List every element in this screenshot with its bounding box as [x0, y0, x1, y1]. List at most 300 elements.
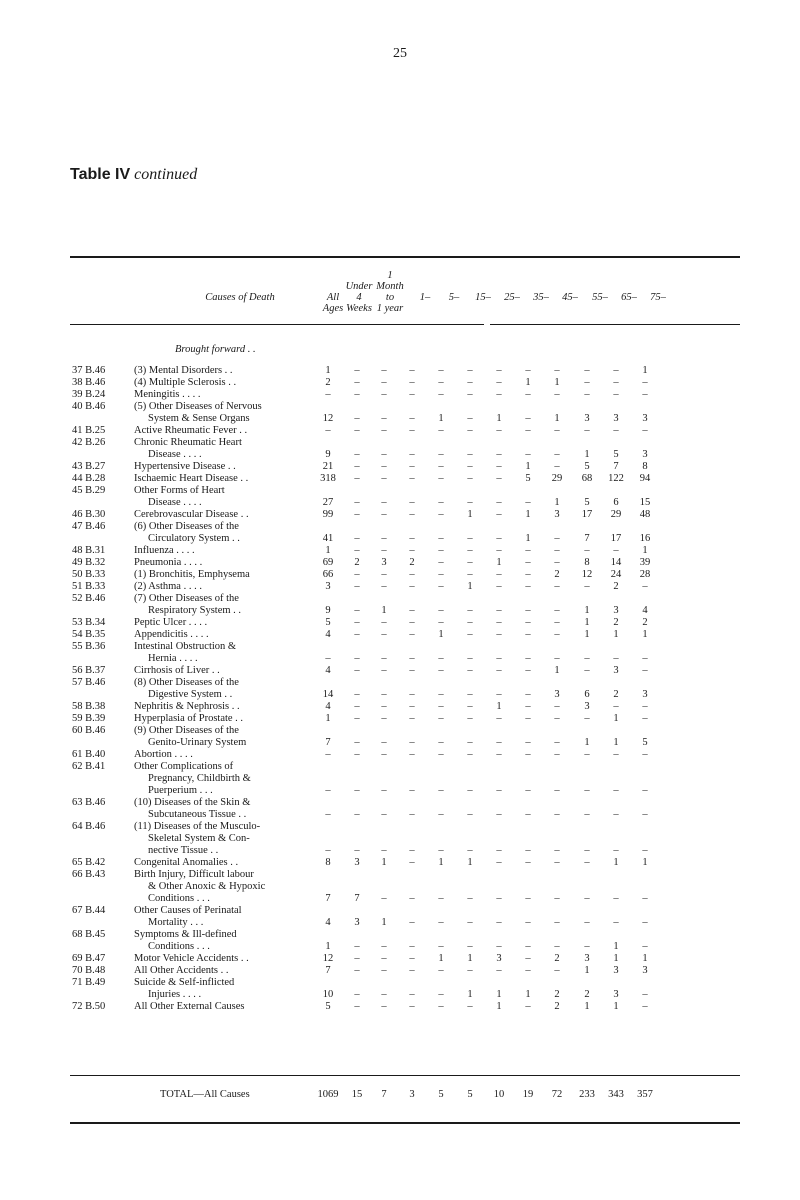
- row-value: 27: [322, 497, 334, 508]
- row-value: –: [354, 497, 360, 508]
- row-value: –: [496, 473, 502, 484]
- row-code: 55 B.36: [72, 641, 106, 652]
- row-cause: Ischaemic Heart Disease . .: [134, 473, 249, 484]
- row-value: 1: [584, 605, 590, 616]
- row-value: 1: [496, 1001, 502, 1012]
- row-value: –: [354, 461, 360, 472]
- row-cause: (10) Diseases of the Skin &: [134, 797, 251, 808]
- row-code: 66 B.43: [72, 869, 106, 880]
- row-cause: Puerperium . . .: [148, 785, 213, 796]
- row-value: 3: [642, 413, 648, 424]
- row-value: 1: [467, 857, 473, 868]
- row-value: 1: [554, 377, 560, 388]
- row-code: 68 B.45: [72, 929, 106, 940]
- row-value: –: [409, 533, 415, 544]
- row-value: –: [325, 653, 331, 664]
- row-code: 40 B.46: [72, 401, 106, 412]
- total-value: 10: [493, 1089, 505, 1100]
- row-code: 44 B.28: [72, 473, 106, 484]
- row-value: 1: [554, 497, 560, 508]
- row-value: 1: [325, 545, 331, 556]
- row-value: –: [438, 605, 444, 616]
- row-value: –: [496, 653, 502, 664]
- row-code: 61 B.40: [72, 749, 106, 760]
- row-value: –: [409, 893, 415, 904]
- row-value: –: [409, 917, 415, 928]
- row-value: 8: [584, 557, 590, 568]
- row-value: –: [642, 701, 648, 712]
- row-value: 1: [496, 413, 502, 424]
- row-value: –: [381, 581, 387, 592]
- row-cause: (2) Asthma . . . .: [134, 581, 202, 592]
- row-value: –: [496, 941, 502, 952]
- row-cause: (4) Multiple Sclerosis . .: [134, 377, 237, 388]
- row-value: –: [409, 809, 415, 820]
- total-value: 15: [351, 1089, 363, 1100]
- total-value: 7: [381, 1089, 387, 1100]
- row-cause: Meningitis . . . .: [134, 389, 201, 400]
- row-value: –: [496, 713, 502, 724]
- row-code: 53 B.34: [72, 617, 106, 628]
- row-value: –: [438, 617, 444, 628]
- row-value: 3: [613, 413, 619, 424]
- row-value: –: [467, 545, 473, 556]
- row-value: 2: [584, 989, 590, 1000]
- row-value: –: [584, 425, 590, 436]
- row-value: –: [554, 845, 560, 856]
- row-code: 37 B.46: [72, 365, 106, 376]
- row-cause: Skeletal System & Con-: [148, 833, 250, 844]
- row-code: 64 B.46: [72, 821, 106, 832]
- row-value: –: [496, 749, 502, 760]
- row-value: –: [354, 569, 360, 580]
- row-value: –: [613, 389, 619, 400]
- row-value: 41: [322, 533, 334, 544]
- total-value: 233: [579, 1089, 595, 1100]
- row-value: –: [438, 749, 444, 760]
- row-value: –: [584, 749, 590, 760]
- row-value: –: [496, 581, 502, 592]
- row-value: 2: [613, 689, 619, 700]
- row-value: 14: [322, 689, 334, 700]
- row-value: –: [467, 665, 473, 676]
- row-value: –: [584, 785, 590, 796]
- row-value: 1: [525, 989, 531, 1000]
- row-cause: Nephritis & Nephrosis . .: [134, 701, 240, 712]
- header-month-to-year: 1 Month to 1 year: [376, 270, 404, 314]
- total-top-rule: [70, 1075, 740, 1076]
- row-value: 6: [613, 497, 619, 508]
- row-value: –: [409, 617, 415, 628]
- row-value: –: [354, 653, 360, 664]
- row-value: 4: [325, 665, 331, 676]
- row-value: 1: [525, 509, 531, 520]
- row-value: 1: [642, 545, 648, 556]
- row-value: –: [381, 413, 387, 424]
- row-value: 68: [581, 473, 593, 484]
- row-cause: Conditions . . .: [148, 941, 210, 952]
- row-value: –: [381, 389, 387, 400]
- row-value: –: [467, 701, 473, 712]
- row-code: 57 B.46: [72, 677, 106, 688]
- row-value: 4: [325, 629, 331, 640]
- row-code: 46 B.30: [72, 509, 106, 520]
- row-value: –: [554, 749, 560, 760]
- row-value: –: [613, 809, 619, 820]
- row-value: –: [525, 701, 531, 712]
- row-value: 3: [354, 917, 360, 928]
- row-value: –: [438, 845, 444, 856]
- row-value: –: [554, 785, 560, 796]
- total-label: TOTAL—All Causes: [160, 1089, 250, 1100]
- row-value: –: [438, 989, 444, 1000]
- row-value: –: [381, 617, 387, 628]
- row-code: 54 B.35: [72, 629, 106, 640]
- header-all-ages: All Ages: [322, 292, 344, 314]
- row-value: –: [467, 617, 473, 628]
- row-value: –: [554, 581, 560, 592]
- row-value: 39: [639, 557, 651, 568]
- row-cause: (5) Other Diseases of Nervous: [134, 401, 262, 412]
- row-value: –: [467, 377, 473, 388]
- row-value: –: [525, 689, 531, 700]
- row-cause: Symptoms & Ill-defined: [134, 929, 237, 940]
- row-value: –: [354, 1001, 360, 1012]
- row-value: –: [467, 461, 473, 472]
- row-value: –: [554, 857, 560, 868]
- row-cause: Peptic Ulcer . . . .: [134, 617, 208, 628]
- row-value: –: [354, 425, 360, 436]
- row-value: –: [496, 497, 502, 508]
- row-value: –: [409, 965, 415, 976]
- row-value: 4: [325, 701, 331, 712]
- row-value: 5: [325, 1001, 331, 1012]
- row-cause: Disease . . . .: [148, 497, 202, 508]
- row-value: –: [525, 425, 531, 436]
- row-value: –: [409, 941, 415, 952]
- row-value: –: [354, 473, 360, 484]
- row-value: –: [525, 713, 531, 724]
- row-value: –: [642, 713, 648, 724]
- row-value: –: [554, 809, 560, 820]
- row-value: –: [467, 389, 473, 400]
- row-value: –: [409, 473, 415, 484]
- row-value: –: [438, 653, 444, 664]
- row-value: –: [525, 617, 531, 628]
- row-cause: Disease . . . .: [148, 449, 202, 460]
- row-value: –: [467, 1001, 473, 1012]
- row-code: 63 B.46: [72, 797, 106, 808]
- row-code: 52 B.46: [72, 593, 106, 604]
- row-value: –: [409, 605, 415, 616]
- row-value: –: [496, 377, 502, 388]
- row-value: 14: [610, 557, 622, 568]
- row-value: –: [381, 713, 387, 724]
- row-value: 1: [584, 737, 590, 748]
- row-value: 28: [639, 569, 651, 580]
- row-value: –: [354, 689, 360, 700]
- row-value: 2: [613, 617, 619, 628]
- row-code: 60 B.46: [72, 725, 106, 736]
- bottom-rule: [70, 1122, 740, 1124]
- row-value: –: [381, 473, 387, 484]
- row-code: 39 B.24: [72, 389, 106, 400]
- row-code: 58 B.38: [72, 701, 106, 712]
- row-value: –: [381, 545, 387, 556]
- row-cause: All Other Accidents . .: [134, 965, 229, 976]
- row-value: –: [381, 809, 387, 820]
- row-value: –: [381, 533, 387, 544]
- row-value: –: [554, 533, 560, 544]
- row-value: 3: [381, 557, 387, 568]
- row-value: –: [584, 917, 590, 928]
- row-value: 2: [554, 953, 560, 964]
- row-value: –: [409, 377, 415, 388]
- row-value: 3: [613, 605, 619, 616]
- row-value: –: [438, 509, 444, 520]
- row-value: –: [613, 425, 619, 436]
- row-value: –: [584, 581, 590, 592]
- header-under-4-weeks: Under 4 Weeks: [345, 281, 373, 314]
- row-cause: Abortion . . . .: [134, 749, 193, 760]
- total-value: 19: [522, 1089, 534, 1100]
- row-value: –: [325, 809, 331, 820]
- row-value: –: [438, 737, 444, 748]
- row-value: –: [554, 617, 560, 628]
- row-value: 1: [467, 509, 473, 520]
- row-value: –: [409, 737, 415, 748]
- row-value: –: [467, 941, 473, 952]
- row-value: 2: [354, 557, 360, 568]
- row-value: –: [409, 701, 415, 712]
- row-value: –: [467, 845, 473, 856]
- row-value: 1: [496, 989, 502, 1000]
- row-value: –: [496, 845, 502, 856]
- row-code: 65 B.42: [72, 857, 106, 868]
- row-value: –: [354, 545, 360, 556]
- row-value: –: [613, 785, 619, 796]
- row-value: –: [584, 653, 590, 664]
- row-value: –: [354, 365, 360, 376]
- row-value: –: [467, 569, 473, 580]
- row-value: 10: [322, 989, 334, 1000]
- row-value: –: [613, 917, 619, 928]
- row-cause: Respiratory System . .: [148, 605, 242, 616]
- row-value: –: [467, 413, 473, 424]
- row-value: –: [525, 737, 531, 748]
- row-code: 67 B.44: [72, 905, 106, 916]
- row-cause: Conditions . . .: [148, 893, 210, 904]
- row-value: 21: [322, 461, 334, 472]
- row-value: –: [381, 689, 387, 700]
- total-value: 357: [637, 1089, 653, 1100]
- row-cause: nective Tissue . .: [148, 845, 219, 856]
- row-value: 8: [325, 857, 331, 868]
- row-cause: Intestinal Obstruction &: [134, 641, 237, 652]
- row-value: –: [438, 965, 444, 976]
- row-value: 1: [642, 953, 648, 964]
- row-value: –: [438, 545, 444, 556]
- row-value: –: [438, 893, 444, 904]
- row-value: –: [381, 629, 387, 640]
- row-value: 1: [584, 629, 590, 640]
- row-value: –: [409, 1001, 415, 1012]
- total-value: 5: [438, 1089, 444, 1100]
- row-value: 1: [325, 941, 331, 952]
- total-value: 72: [551, 1089, 563, 1100]
- row-cause: Circulatory System . .: [148, 533, 240, 544]
- row-value: –: [325, 389, 331, 400]
- row-value: –: [467, 713, 473, 724]
- row-value: –: [584, 713, 590, 724]
- row-value: –: [496, 617, 502, 628]
- row-value: 3: [584, 701, 590, 712]
- row-value: –: [613, 365, 619, 376]
- row-value: –: [354, 701, 360, 712]
- row-value: –: [525, 557, 531, 568]
- row-value: –: [381, 461, 387, 472]
- row-value: –: [381, 941, 387, 952]
- row-value: 3: [613, 989, 619, 1000]
- row-value: –: [467, 737, 473, 748]
- row-cause: Hypertensive Disease . .: [134, 461, 236, 472]
- row-value: –: [467, 533, 473, 544]
- row-cause: Genito-Urinary System: [148, 737, 247, 748]
- row-value: –: [354, 785, 360, 796]
- row-value: –: [438, 689, 444, 700]
- row-value: 1: [525, 533, 531, 544]
- row-cause: System & Sense Organs: [148, 413, 250, 424]
- row-value: –: [409, 857, 415, 868]
- row-value: –: [554, 713, 560, 724]
- row-value: –: [438, 665, 444, 676]
- row-value: –: [554, 449, 560, 460]
- row-value: 2: [642, 617, 648, 628]
- row-value: –: [642, 581, 648, 592]
- row-value: –: [467, 689, 473, 700]
- row-value: –: [354, 953, 360, 964]
- header-causes: Causes of Death: [205, 292, 275, 303]
- row-value: –: [354, 389, 360, 400]
- row-value: 1: [381, 857, 387, 868]
- row-cause: Motor Vehicle Accidents . .: [134, 953, 249, 964]
- row-value: –: [467, 473, 473, 484]
- row-value: –: [381, 701, 387, 712]
- header-age-col: 35–: [533, 292, 549, 303]
- row-value: –: [467, 365, 473, 376]
- row-value: –: [613, 845, 619, 856]
- row-cause: Other Forms of Heart: [134, 485, 225, 496]
- row-value: –: [325, 425, 331, 436]
- row-value: –: [554, 737, 560, 748]
- row-cause: Pregnancy, Childbirth &: [148, 773, 251, 784]
- row-value: –: [438, 713, 444, 724]
- row-value: –: [525, 389, 531, 400]
- row-value: –: [467, 785, 473, 796]
- row-value: –: [409, 389, 415, 400]
- row-value: 4: [325, 917, 331, 928]
- row-code: 38 B.46: [72, 377, 106, 388]
- row-value: –: [354, 989, 360, 1000]
- row-value: –: [584, 365, 590, 376]
- row-value: –: [496, 917, 502, 928]
- row-value: –: [525, 857, 531, 868]
- table-title-italic: continued: [134, 166, 198, 183]
- header-age-col: 25–: [504, 292, 520, 303]
- row-value: –: [642, 917, 648, 928]
- row-value: 3: [584, 953, 590, 964]
- row-value: –: [438, 1001, 444, 1012]
- row-value: 12: [581, 569, 593, 580]
- row-value: –: [409, 665, 415, 676]
- row-code: 62 B.41: [72, 761, 106, 772]
- row-value: 29: [610, 509, 622, 520]
- row-cause: & Other Anoxic & Hypoxic: [148, 881, 266, 892]
- row-cause: All Other External Causes: [134, 1001, 245, 1012]
- row-value: 9: [325, 449, 331, 460]
- row-cause: (6) Other Diseases of the: [134, 521, 239, 532]
- row-value: –: [354, 377, 360, 388]
- row-value: –: [381, 1001, 387, 1012]
- row-value: 99: [322, 509, 334, 520]
- row-value: –: [496, 569, 502, 580]
- row-value: –: [554, 629, 560, 640]
- row-value: 1: [554, 413, 560, 424]
- row-value: –: [354, 413, 360, 424]
- row-code: 45 B.29: [72, 485, 106, 496]
- row-value: –: [554, 365, 560, 376]
- row-value: –: [409, 785, 415, 796]
- row-cause: Appendicitis . . . .: [134, 629, 209, 640]
- row-value: –: [438, 365, 444, 376]
- row-value: –: [496, 365, 502, 376]
- row-value: –: [354, 665, 360, 676]
- row-value: –: [584, 845, 590, 856]
- row-value: –: [496, 425, 502, 436]
- row-value: –: [554, 917, 560, 928]
- row-value: –: [496, 689, 502, 700]
- row-value: 7: [354, 893, 360, 904]
- row-value: –: [438, 449, 444, 460]
- row-value: –: [354, 845, 360, 856]
- row-value: –: [354, 509, 360, 520]
- row-code: 72 B.50: [72, 1001, 106, 1012]
- row-value: –: [381, 989, 387, 1000]
- row-cause: Other Complications of: [134, 761, 234, 772]
- row-value: 9: [325, 605, 331, 616]
- table-title-bold: Table IV: [70, 166, 131, 183]
- row-value: –: [381, 737, 387, 748]
- row-value: 1: [613, 1001, 619, 1012]
- row-value: 1: [613, 737, 619, 748]
- row-value: 318: [320, 473, 336, 484]
- row-value: –: [496, 449, 502, 460]
- row-value: 7: [325, 893, 331, 904]
- row-value: –: [642, 389, 648, 400]
- row-value: –: [554, 965, 560, 976]
- row-value: –: [496, 605, 502, 616]
- total-value: 3: [409, 1089, 415, 1100]
- row-value: –: [409, 629, 415, 640]
- row-value: –: [496, 389, 502, 400]
- row-value: –: [496, 629, 502, 640]
- row-code: 71 B.49: [72, 977, 106, 988]
- row-value: –: [642, 749, 648, 760]
- row-value: –: [409, 509, 415, 520]
- row-value: –: [525, 809, 531, 820]
- row-value: –: [525, 917, 531, 928]
- row-cause: Suicide & Self-inflicted: [134, 977, 235, 988]
